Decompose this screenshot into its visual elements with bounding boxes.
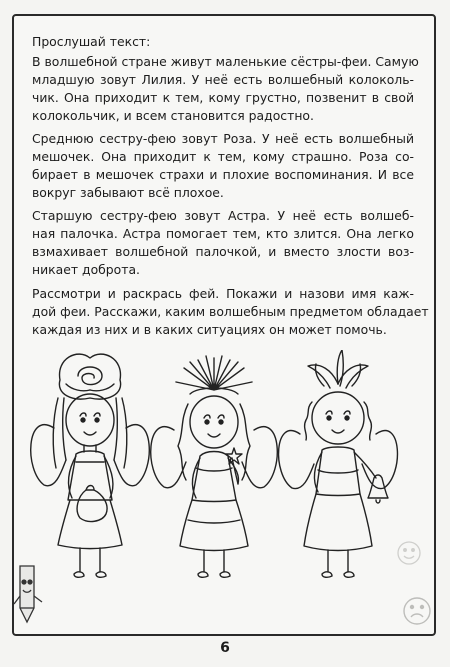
text-line: колокольчик, и всем становится радостно. (32, 108, 314, 123)
paragraph-aster (32, 207, 414, 279)
text-line: младшую зовут Лилия. У неё есть волшебный колоколь- (32, 72, 414, 87)
lily-flower-icon (308, 350, 368, 388)
fairy-rose (31, 354, 150, 577)
text-line: Рассмотри и раскрась фей. Покажи и назови имя каж- (32, 286, 414, 301)
text-line: Старшую сестру-фею зовут Астра. У неё есть волшеб- (32, 208, 414, 223)
text-line: никает доброта. (32, 262, 140, 277)
paragraph-lily (32, 53, 419, 125)
text-line: В волшебной стране живут маленькие сёстры-феи. Самую (32, 54, 419, 69)
bell-icon (368, 475, 388, 503)
text-line: мешочек. Она приходит к тем, кому страшно. Роза со- (32, 149, 414, 164)
pencil-mascot-icon (12, 560, 46, 630)
bag-icon (77, 486, 107, 522)
text-line: бирает в мешочек страхи и плохие воспоминания. И все (32, 167, 414, 182)
fairies-illustration (26, 350, 406, 590)
aster-flower-icon (176, 356, 252, 394)
text-line: вокруг забывают всё плохое. (32, 185, 224, 200)
text-line: взмахивает волшебной палочкой, и вместо злости воз- (32, 244, 414, 259)
text-line: дой феи. Расскажи, каким волшебным предметом обладает (32, 304, 429, 319)
task-paragraph (32, 285, 429, 339)
rose-icon (59, 354, 120, 399)
faint-sad-face-icon (402, 596, 432, 626)
text-line: чик. Она приходит к тем, кому грустно, позвенит в свой (32, 90, 414, 105)
text-area (32, 33, 429, 344)
fairy-lily (279, 350, 398, 577)
instruction-lead: Прослушай текст: (32, 34, 151, 49)
text-line: ная палочка. Астра помогает тем, кто злится. Она легко (32, 226, 414, 241)
text-line: каждая из них и в каких ситуациях он может помочь. (32, 322, 387, 337)
faint-smiley-icon (396, 540, 422, 566)
fairy-aster (151, 356, 278, 577)
wand-icon (226, 448, 242, 484)
text-line: Среднюю сестру-фею зовут Роза. У неё есть волшебный (32, 131, 414, 146)
paragraph-rose (32, 130, 414, 202)
page-number: 6 (220, 640, 230, 656)
